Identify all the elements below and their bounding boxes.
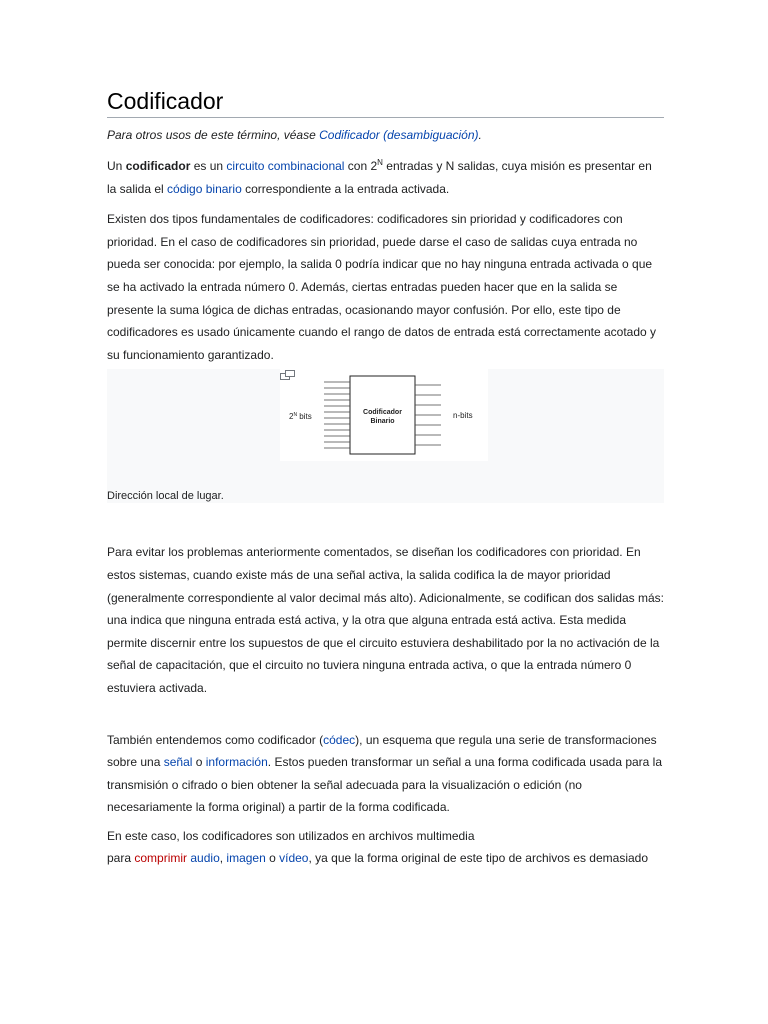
text: ), un esquema que regula una serie de transformaciones sobre una <box>107 732 657 770</box>
link-imagen[interactable]: imagen <box>226 851 266 866</box>
hatnote <box>107 127 664 143</box>
text: entradas y N salidas, cuya misión es presentar en la salida el <box>107 159 652 196</box>
link-comprimir[interactable]: comprimir <box>134 851 188 866</box>
text: o <box>265 851 280 866</box>
link-codec[interactable]: códec <box>323 732 356 747</box>
link-senal[interactable]: señal <box>163 755 193 770</box>
input-label: $2^N$ bits <box>289 412 312 422</box>
text: También entendemos como codificador ( <box>107 732 324 747</box>
figure-caption: Dirección local de lugar. <box>107 490 224 503</box>
bold-term: codificador <box>125 159 191 173</box>
paragraph-intro <box>107 155 664 200</box>
link-video[interactable]: vídeo <box>279 851 309 866</box>
encoder-diagram <box>280 369 488 461</box>
disambiguation-link[interactable]: Codificador (desambiguación) <box>319 128 479 142</box>
link-circuito-combinacional[interactable]: circuito combinacional <box>226 159 345 173</box>
text: con 2 <box>344 159 378 173</box>
article <box>107 88 664 870</box>
text: , ya que la forma original de este tipo de archivos es demasiado <box>308 851 649 866</box>
text: En este caso, los codificadores son utilizados en archivos multimedia <box>107 828 475 843</box>
superscript: N <box>377 158 383 167</box>
hatnote-suffix: . <box>478 128 482 142</box>
text: , <box>219 851 227 866</box>
encoder-figure <box>107 369 664 503</box>
text: es un <box>190 159 227 173</box>
paragraph-multimedia <box>107 825 664 870</box>
text: correspondiente a la entrada activada. <box>241 181 450 196</box>
link-codigo-binario[interactable]: código binario <box>167 181 242 196</box>
page-title: Codificador <box>107 88 664 118</box>
text: . Estos pueden transformar un señal a una forma codificada usada para la transmisión o cifrado o bien obtener la señal adecuada para la visualización o edición (no necesariamente la forma original) a partir de la forma codificada. <box>107 755 663 815</box>
paragraph-priority: Para evitar los problemas anteriormente comentados, se diseñan los codificadores con prioridad. En estos sistemas, cuando existe más de una señal activa, la salida codifica la de mayor prioridad (generalmente correspondiente al valor decimal más alto). Adicionalmente, se codifican dos salidas más: una indica que ninguna entrada está activa, y la otra que alguna entrada está activa. Esta medida permite discernir entre los supuestos de que el circuito estuviera deshabilitado por la no activación de la señal de capacitación, que el circuito no tuviera ninguna entrada activa, o que la entrada número 0 estuviera activada. <box>107 545 664 695</box>
paragraph-codec <box>107 729 664 819</box>
text: para <box>107 851 135 866</box>
hatnote-prefix: Para otros usos de este término, véase <box>107 128 320 142</box>
link-informacion[interactable]: información <box>205 755 268 770</box>
box-label-1: Codificador <box>363 409 402 417</box>
magnify-icon[interactable] <box>280 369 296 381</box>
link-audio[interactable]: audio <box>190 851 220 866</box>
output-label: n-bits <box>453 411 473 421</box>
box-label-2: Binario <box>370 418 395 426</box>
text: o <box>192 755 206 770</box>
text: Un <box>107 159 126 173</box>
paragraph-types: Existen dos tipos fundamentales de codificadores: codificadores sin prioridad y codificadores con prioridad. En el caso de codificadores sin prioridad, puede darse el caso de salidas cuya entrada no pueda ser conocida: por ejemplo, la salida 0 podría indicar que no hay ninguna entrada activada o que se ha activado la entrada número 0. Además, ciertas entradas pueden hacer que en la salida se presente la suma lógica de dichas entradas, ocasionando mayor confusión. Por ello, este tipo de codificadores es usado únicamente cuando el rango de datos de entrada está correctamente acotado y su funcionamiento garantizado. <box>107 212 657 362</box>
